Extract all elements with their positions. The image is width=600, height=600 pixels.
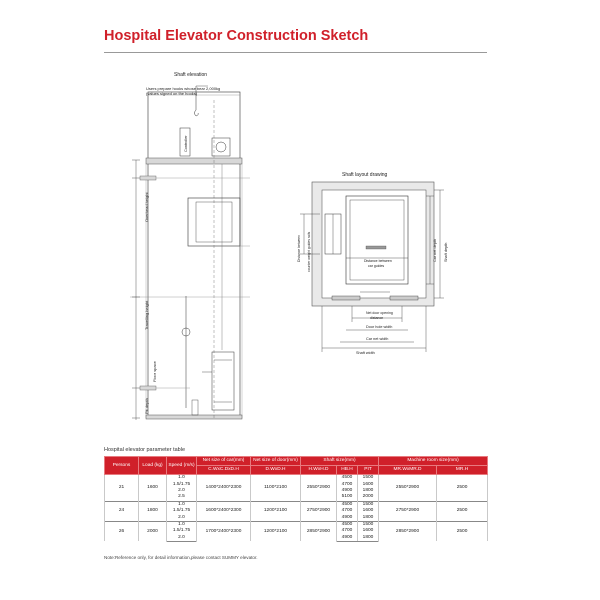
counterweight: [212, 352, 234, 410]
shaft-depth-label: Shaft depth: [444, 242, 448, 262]
net-door-line2: distance: [370, 316, 384, 320]
subheader-pit: PIT: [358, 466, 379, 475]
hb-cell: 4500: [337, 521, 358, 528]
shaft-size-cell: 2750*2900: [301, 501, 337, 521]
pit-cell: 1800: [358, 488, 379, 494]
table-row: [105, 475, 488, 482]
pit-floor: [146, 415, 242, 419]
hb-cell: 4700: [337, 528, 358, 534]
hb-cell: 4500: [337, 475, 358, 482]
counterweight-rails-line2: counter weight guides rails: [307, 231, 311, 272]
shaft-size-cell: 2850*2900: [301, 521, 337, 541]
subheader-hb: HB.H: [337, 466, 358, 475]
hb-cell: 4500: [337, 501, 358, 508]
shaft-layout-caption: Shaft layout drawing: [342, 172, 388, 178]
pit-cell: 1600: [358, 481, 379, 487]
machine-room-outline: [148, 92, 240, 160]
hb-cell: 4900: [337, 514, 358, 521]
subheader-mr-h: MR.H: [437, 466, 488, 475]
pit-depth-label: Pit depth: [144, 398, 149, 414]
hb-cell: 4700: [337, 508, 358, 514]
car-rails-line1: Distance between: [364, 259, 392, 263]
hook-note-line1: Users prepare hooks whose bear 2,000kg: [146, 86, 221, 91]
parameter-table: [104, 456, 488, 542]
hb-cell: 4900: [337, 535, 358, 542]
page-title: Hospital Elevator Construction Sketch: [104, 28, 369, 44]
pit-cell: 1500: [358, 475, 379, 482]
speed-cell: 1.5/1.75: [167, 508, 197, 514]
car-net-depth-label: Car net depth: [433, 238, 437, 262]
machine-room-floor: [146, 158, 242, 164]
mr-height-cell: 2500: [437, 501, 488, 521]
hook-note-line2: (values signed on the hooks): [146, 91, 198, 96]
mr-height-cell: 2500: [437, 521, 488, 541]
door-size-cell: 1200*2100: [251, 521, 301, 541]
traction-machine: [212, 138, 230, 156]
speed-cell: 1.5/1.75: [167, 481, 197, 487]
hb-cell: 4900: [337, 488, 358, 494]
speed-cell: 2.0: [167, 514, 197, 521]
subheader-shaft-dims: H.WxH.D: [301, 466, 337, 475]
door-hole-width-label: Door hole width: [366, 325, 393, 329]
footnote: Note:Reference only, for detail information,please contact SUMMY elevator.: [104, 555, 258, 560]
mr-size-cell: 2850*2900: [379, 521, 437, 541]
header-persons: Persons: [105, 457, 139, 475]
speed-cell: 2.5: [167, 494, 197, 501]
load-cell: 1600: [139, 475, 167, 502]
header-shaft-size: Shaft size(mm): [301, 457, 379, 466]
header-car-size: Net size of car(mm): [197, 457, 251, 466]
car-rails-line2: car guides: [368, 264, 385, 268]
overhead-height-label: Overhead height: [144, 192, 149, 222]
pit-cell: 1800: [358, 514, 379, 521]
pit-cell: 1500: [358, 521, 379, 528]
persons-cell: 26: [105, 521, 139, 541]
subheader-mr-dims: MR.WxMR.D: [379, 466, 437, 475]
shaft-elevation-drawing: [130, 86, 250, 420]
counterweight-rails-line1: Distance between: [297, 235, 301, 262]
table-row: [105, 501, 488, 508]
hb-cell: 5100: [337, 494, 358, 501]
speed-cell: 1.0: [167, 475, 197, 482]
subheader-car: C.WxC.DxD.H: [197, 466, 251, 475]
travelling-height-label: Travelling height: [144, 300, 149, 330]
table-row: [105, 521, 488, 528]
pit-cell: 1800: [358, 535, 379, 542]
pit-cell: 1600: [358, 528, 379, 534]
hb-cell: 4700: [337, 481, 358, 487]
door-size-cell: 1100*2100: [251, 475, 301, 502]
load-cell: 1800: [139, 501, 167, 521]
floor-space-label: Floor space: [152, 361, 157, 382]
mr-size-cell: 2750*2900: [379, 501, 437, 521]
shaft-width-label: Shaft width: [356, 351, 375, 355]
car-size-cell: 1400*2400*2300: [197, 475, 251, 502]
subheader-door: D.WxD.H: [251, 466, 301, 475]
speed-cell: 2.0: [167, 488, 197, 494]
load-cell: 2000: [139, 521, 167, 541]
shaft-elevation-caption: Shaft elevation: [174, 72, 208, 78]
door-size-cell: 1200*2100: [251, 501, 301, 521]
persons-cell: 24: [105, 501, 139, 521]
controller-label: Controller: [184, 135, 188, 152]
net-door-line1: Net door opening: [366, 311, 393, 315]
car-size-cell: 1600*2400*2300: [197, 501, 251, 521]
car-size-cell: 1700*2400*2300: [197, 521, 251, 541]
mr-size-cell: 2550*2900: [379, 475, 437, 502]
shaft-size-cell: 2550*2900: [301, 475, 337, 502]
speed-cell: 2.0: [167, 535, 197, 542]
header-load: Load (kg): [139, 457, 167, 475]
speed-cell: 1.5/1.75: [167, 528, 197, 534]
header-machine-room: Machine room size(mm): [379, 457, 488, 466]
speed-cell: 1.0: [167, 501, 197, 508]
pit-cell: 2000: [358, 494, 379, 501]
pit-cell: 1600: [358, 508, 379, 514]
header-speed: Speed (m/s): [167, 457, 197, 475]
header-door-size: Net size of door(mm): [251, 457, 301, 466]
table-caption: Hospital elevator parameter table: [104, 447, 186, 453]
mr-height-cell: 2500: [437, 475, 488, 502]
speed-cell: 1.0: [167, 521, 197, 528]
persons-cell: 21: [105, 475, 139, 502]
pit-cell: 1500: [358, 501, 379, 508]
shaft-interior: [322, 190, 426, 298]
car-net-width-label: Car net width: [366, 337, 389, 341]
